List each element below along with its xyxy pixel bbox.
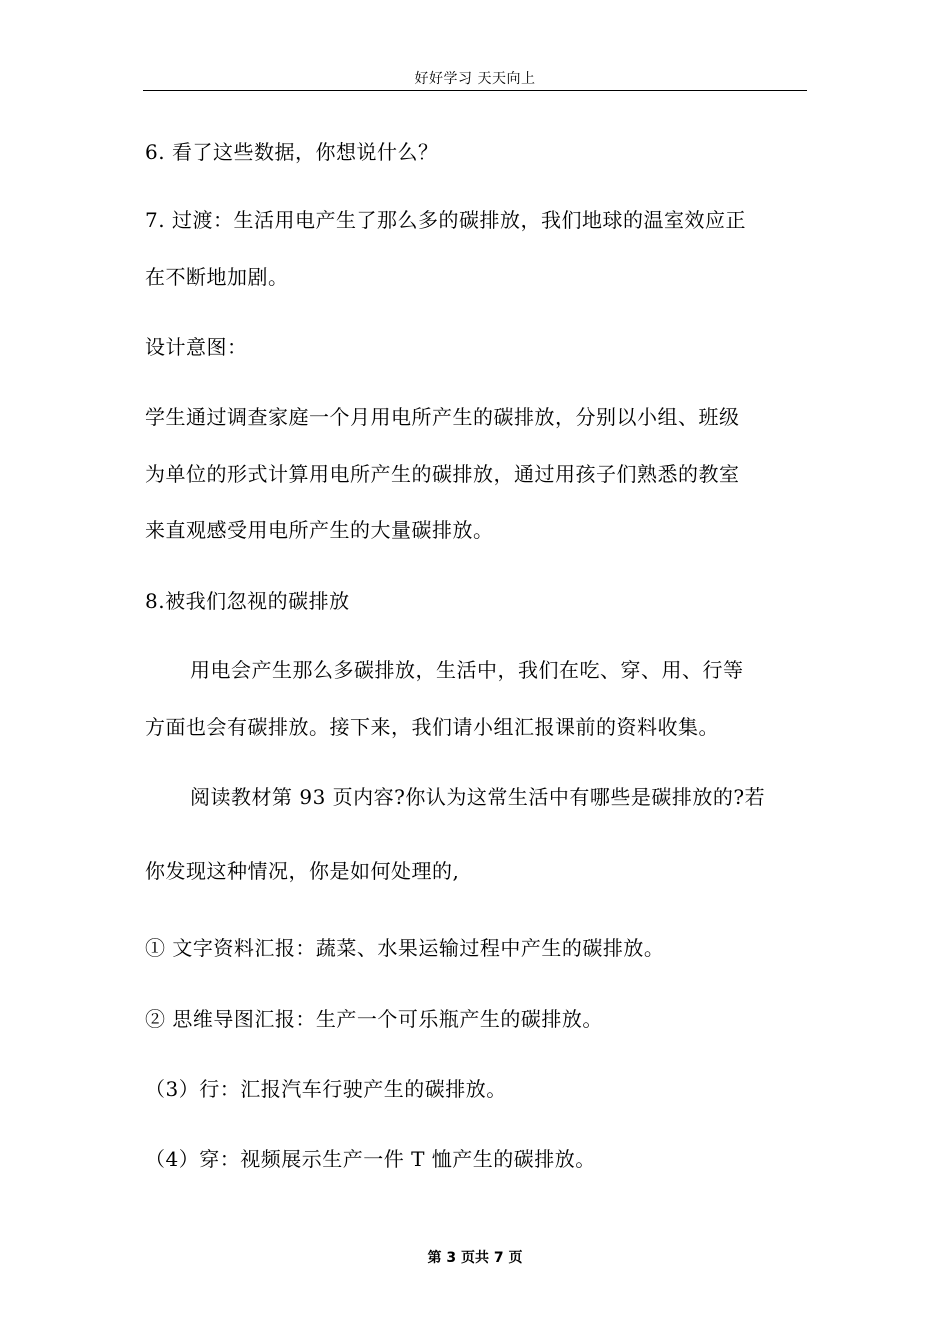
- transition-line-2: 在不断地加剧。: [145, 265, 289, 289]
- paragraph-1-line-1: 用电会产生那么多碳排放，生活中，我们在吃、穿、用、行等: [190, 658, 744, 682]
- design-intent-line-1: 学生通过调查家庭一个月用电所产生的碳排放，分别以小组、班级: [145, 405, 740, 429]
- transition-line-1: 7. 过渡：生活用电产生了那么多的碳排放，我们地球的温室效应正: [145, 208, 746, 232]
- header-text: 好好学习 天天向上: [414, 71, 536, 87]
- design-intent-heading: 设计意图：: [145, 335, 248, 359]
- design-intent-line-2: 为单位的形式计算用电所产生的碳排放，通过用孩子们熟悉的教室: [145, 462, 740, 486]
- page-header: [143, 60, 807, 91]
- report-item-1: ① 文字资料汇报：蔬菜、水果运输过程中产生的碳排放。: [145, 936, 665, 960]
- report-item-4: （4）穿：视频展示生产一件 T 恤产生的碳排放。: [145, 1147, 596, 1171]
- report-item-3: （3）行：汇报汽车行驶产生的碳排放。: [145, 1077, 507, 1101]
- paragraph-1-line-2: 方面也会有碳排放。接下来，我们请小组汇报课前的资料收集。: [145, 715, 719, 739]
- section-8-heading: 8.被我们忽视的碳排放: [145, 589, 350, 613]
- report-item-2: ② 思维导图汇报：生产一个可乐瓶产生的碳排放。: [145, 1007, 603, 1031]
- question-6: 6. 看了这些数据，你想说什么？: [145, 140, 439, 164]
- paragraph-2-line-2: 你发现这种情况，你是如何处理的,: [145, 859, 460, 883]
- design-intent-line-3: 来直观感受用电所产生的大量碳排放。: [145, 518, 494, 542]
- paragraph-2-line-1: 阅读教材第 93 页内容?你认为这常生活中有哪些是碳排放的?若: [190, 785, 766, 809]
- page-number: 第 3 页共 7 页: [427, 1250, 523, 1266]
